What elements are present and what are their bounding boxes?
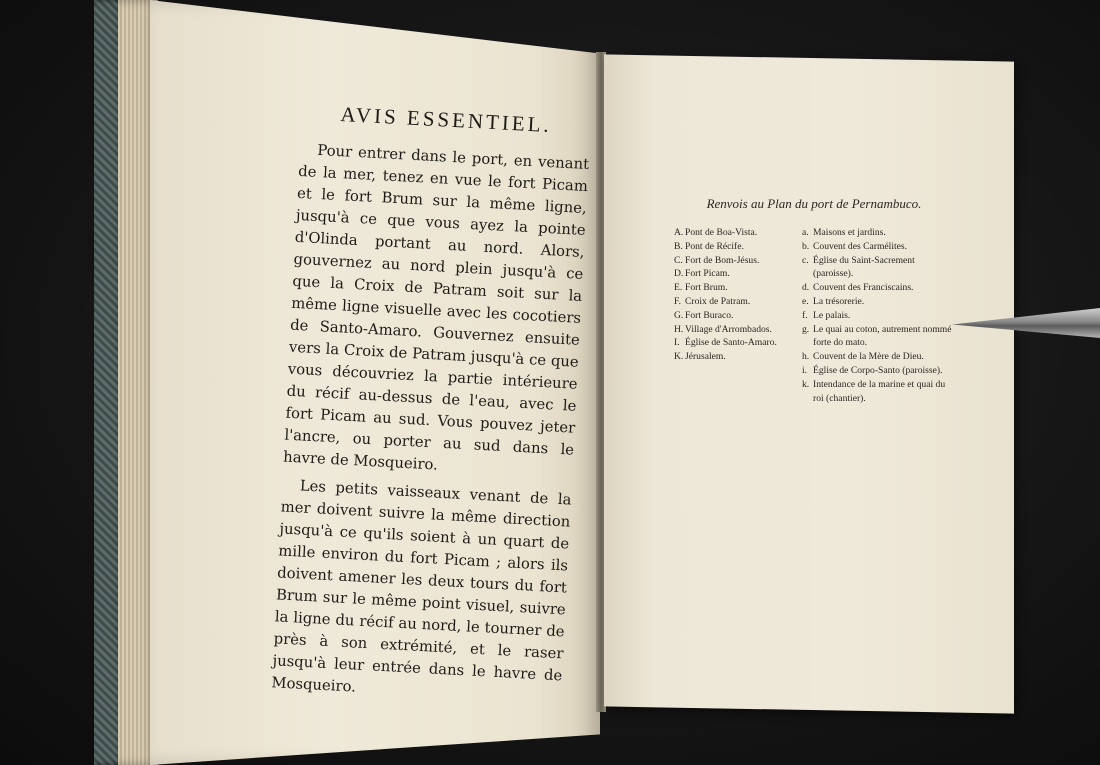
entry-key: g.	[802, 323, 810, 335]
paragraph-1: Pour entrer dans le port, en venant de la mer, tenez en vue le fort Picam et le fort Brum sur la même ligne, jusqu'à ce que vous ayez la pointe d'Olinda portant au nord. Alors, gouvernez au nord plein jusqu'à ce que la Croix de Patram soit sur la même ligne visuelle avec les cocotiers de Santo-Amaro. Gouvernez ensuite vers la Croix de Patram jusqu'à ce que vous découvriez la partie intérieure du récif au-dessus de l'eau, avec le fort Picam au sud. Vous pouvez jeter l'ancre, ou porter au sud dans le havre de Mosqueiro.	[282, 141, 590, 474]
legend-entry	[674, 323, 792, 337]
entry-key: b.	[802, 240, 810, 252]
entry-text: Église de Santo-Amaro.	[685, 337, 777, 349]
entry-text: Église de Corpo-Santo (paroisse).	[813, 364, 943, 376]
legend-entry	[674, 281, 792, 295]
entry-key: h.	[802, 351, 810, 363]
entry-text: Couvent des Franciscains.	[813, 282, 914, 294]
legend-entry	[674, 295, 792, 309]
legend-entry	[802, 323, 952, 351]
entry-key: e.	[802, 295, 809, 307]
entry-key: a.	[802, 227, 809, 238]
entry-key: k.	[802, 378, 810, 390]
legend-entry	[674, 309, 792, 323]
page-title: AVIS ESSENTIEL.	[339, 102, 553, 138]
legend-entry	[674, 240, 792, 254]
entry-key: D.	[674, 268, 684, 280]
entry-key: f.	[802, 309, 808, 321]
entry-text: Pont de Récife.	[685, 240, 744, 252]
entry-key: i.	[802, 364, 808, 376]
legend-title: Renvois au Plan du port de Pernambuco.	[706, 196, 922, 211]
entry-text: Couvent de la Mère de Dieu.	[813, 351, 924, 363]
entry-key: I.	[674, 337, 680, 349]
entry-text: La trésorerie.	[813, 295, 865, 307]
legend-entry	[802, 378, 952, 406]
entry-text: Pont de Boa-Vista.	[685, 227, 758, 238]
legend-lowercase-column	[802, 226, 952, 405]
entry-text: Jérusalem.	[685, 351, 726, 363]
legend-entry	[674, 226, 792, 240]
entry-text: Église du Saint-Sacrement (paroisse).	[813, 254, 915, 280]
entry-text: Fort Buraco.	[685, 309, 734, 321]
entry-text: Village d'Arrombados.	[685, 323, 772, 335]
entry-text: Couvent des Carmélites.	[813, 240, 908, 252]
legend-entry	[802, 240, 952, 254]
legend-entry	[802, 309, 952, 323]
entry-key: E.	[674, 282, 683, 294]
entry-text: Le palais.	[813, 309, 851, 321]
entry-key: C.	[674, 254, 683, 266]
paragraph-2: Les petits vaisseaux venant de la mer doivent suivre la même direction jusqu'à ce qu'ils soient à un quart de mille environ du fort Picam ; alors ils doivent amener les deux tours du fort Brum sur le même point visuel, suivre la ligne du récif au nord, le tourner de près à son extrémité, et le raser jusqu'à leur entrée dans le havre de Mosqueiro.	[271, 477, 572, 696]
legend-entry	[802, 281, 952, 295]
entry-text: Fort Picam.	[685, 268, 730, 280]
legend-entry	[674, 254, 792, 268]
legend-entry	[802, 350, 952, 364]
renvois-legend	[664, 196, 964, 405]
entry-key: K.	[674, 351, 684, 363]
entry-text: Croix de Patram.	[685, 295, 751, 307]
entry-text: Le quai au coton, autrement nommé forte do mato.	[813, 323, 952, 349]
entry-text: Intendance de la marine et quai du roi (chantier).	[813, 378, 946, 404]
entry-key: d.	[802, 282, 810, 294]
entry-text: Fort de Bom-Jésus.	[685, 254, 760, 266]
legend-entry	[802, 295, 952, 309]
entry-text: Fort Brum.	[685, 282, 728, 294]
legend-entry	[674, 336, 792, 350]
legend-entry	[802, 364, 952, 378]
entry-text: Maisons et jardins.	[813, 227, 886, 238]
entry-key: B.	[674, 240, 683, 252]
legend-entry	[674, 267, 792, 281]
entry-key: H.	[674, 323, 684, 335]
entry-key: c.	[802, 254, 809, 266]
legend-entry	[802, 254, 952, 282]
avis-essentiel-text	[271, 100, 592, 715]
legend-entry	[674, 350, 792, 364]
entry-key: A.	[674, 227, 684, 238]
entry-key: F.	[674, 295, 681, 307]
entry-key: G.	[674, 309, 684, 321]
legend-uppercase-column	[664, 226, 792, 405]
legend-entry	[802, 226, 952, 240]
